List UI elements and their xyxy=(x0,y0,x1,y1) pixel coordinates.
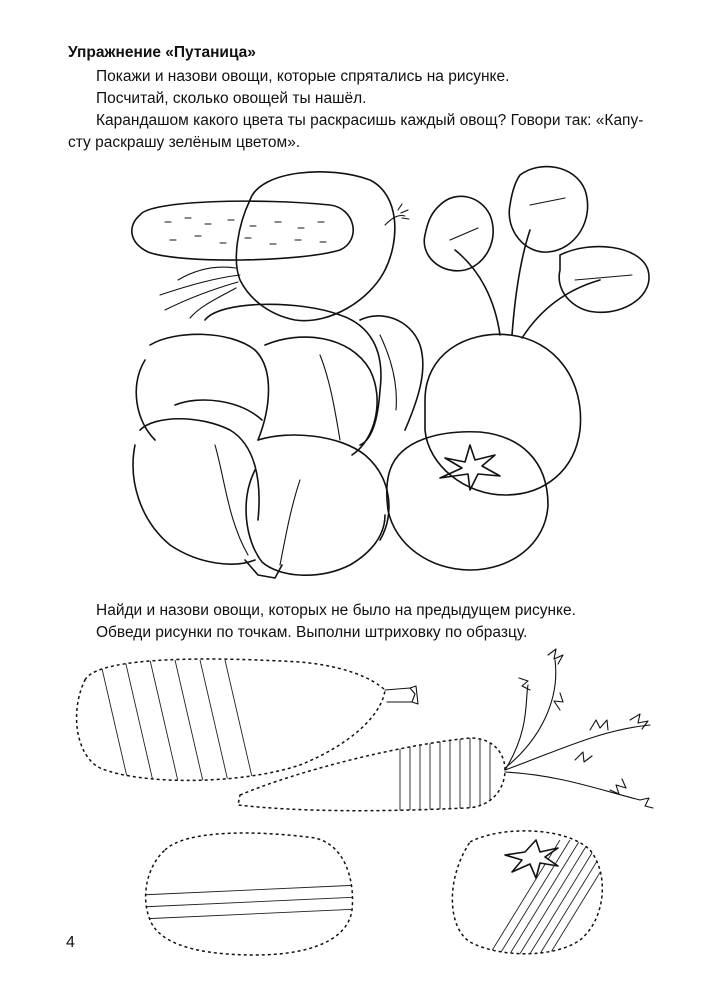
exercise-title: Упражнение «Путаница» xyxy=(68,44,256,61)
zucchini-icon xyxy=(77,659,418,790)
instruction-line: Посчитай, сколько овощей ты нашёл. xyxy=(96,90,367,107)
instruction-line: Карандашом какого цвета ты раскрасишь каждый овощ? Говори так: «Капу- xyxy=(96,112,644,129)
radish-icon xyxy=(160,172,409,321)
page-number: 4 xyxy=(66,934,75,951)
carrot-icon xyxy=(238,649,653,815)
tomato-icon xyxy=(452,831,620,970)
beet-icon xyxy=(424,167,649,495)
instruction-line: Найди и назови овощи, которых не было на предыдущем рисунке. xyxy=(96,602,576,619)
tomato-icon xyxy=(387,432,548,570)
potato-icon xyxy=(140,833,360,955)
instruction-line: сту раскрашу зелёным цветом». xyxy=(68,134,301,151)
instruction-line: Обведи рисунки по точкам. Выполни штриховку по образцу. xyxy=(96,624,528,641)
cucumber-icon xyxy=(132,201,353,260)
cabbage-icon xyxy=(133,304,423,578)
instruction-line: Покажи и назови овощи, которые спрятались на рисунке. xyxy=(96,68,510,85)
